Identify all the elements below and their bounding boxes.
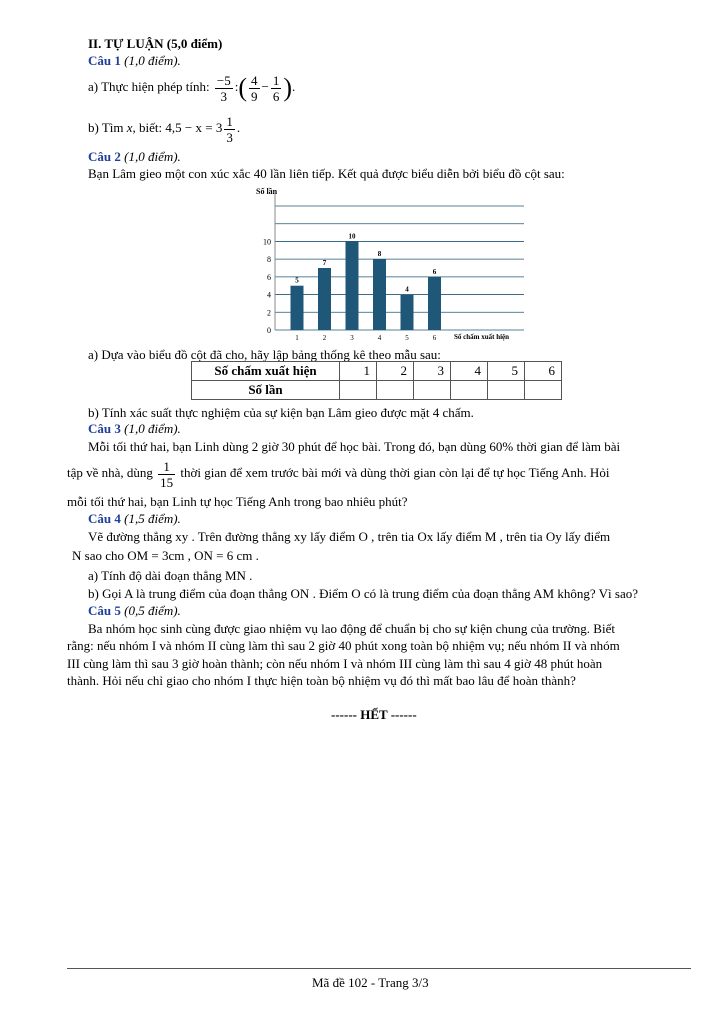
fraction-4-9 <box>249 73 260 104</box>
chart-bars <box>291 232 442 330</box>
colon-sign: : <box>234 79 239 94</box>
question-4-header <box>88 511 181 527</box>
question-2-text: Bạn Lâm gieo một con xúc xắc 40 lần liên tiếp. Kết quả được biểu diễn bởi biểu đồ cột sau: <box>88 166 565 181</box>
chart-x-tick-label: 4 <box>377 334 382 342</box>
chart-data-label: 5 <box>295 276 299 285</box>
chart-x-tick-labels <box>295 334 437 342</box>
question-1a-text: a) Thực hiện phép tính: <box>88 79 210 94</box>
table-col: 6 <box>525 362 562 381</box>
question-3-line3: mỗi tối thứ hai, bạn Linh tự học Tiếng Anh trong bao nhiêu phút? <box>67 494 408 509</box>
question-4b-text: b) Gọi A là trung điểm của đoạn thẳng ON . Điểm O có là trung điểm của đoạn thẳng AM không? Vì sao? <box>88 586 638 601</box>
period: . <box>236 120 241 135</box>
chart-ylabel: Số lần <box>256 187 278 196</box>
chart-data-label: 4 <box>405 285 409 294</box>
table-col: 2 <box>377 362 414 381</box>
chart-xlabel: Số chấm xuất hiện <box>454 333 510 341</box>
end-marker: ------ HẾT ------ <box>331 707 417 722</box>
chart-bar <box>318 268 331 330</box>
table-cell-empty <box>414 381 451 400</box>
question-1b-pre: b) Tìm <box>88 120 124 135</box>
period: . <box>292 79 296 94</box>
question-4-label: Câu 4 <box>88 511 121 526</box>
chart-data-label: 7 <box>322 259 327 267</box>
question-5-line2: rằng: nếu nhóm I và nhóm II cùng làm thì sau 2 giờ 40 phút xong toàn bộ nhiệm vụ; nếu nhóm II và nhóm <box>67 638 620 653</box>
chart-y-tick-labels <box>263 237 271 335</box>
fraction-numerator: 1 <box>226 113 233 129</box>
chart-x-tick-label: 5 <box>405 334 409 342</box>
question-3-label: Câu 3 <box>88 421 121 436</box>
chart-y-tick-label: 8 <box>267 255 271 265</box>
question-2-label: Câu 2 <box>88 149 121 164</box>
fraction-numerator: 1 <box>272 72 280 88</box>
chart-x-tick-label: 1 <box>295 334 299 342</box>
question-4-points: (1,5 điểm). <box>124 511 181 526</box>
chart-bar <box>428 277 441 330</box>
fraction-numerator: 4 <box>251 72 258 88</box>
fraction-1-15 <box>158 459 175 490</box>
variable-x: x <box>126 120 133 135</box>
table-cell-empty <box>340 381 377 400</box>
question-5-label: Câu 5 <box>88 603 121 618</box>
chart-y-tick-label: 10 <box>263 237 271 247</box>
chart-data-label: 8 <box>377 250 382 259</box>
question-1b-expr: 4,5 − x = 3 <box>165 120 223 135</box>
section-title: II. TỰ LUẬN (5,0 điểm) <box>88 36 223 51</box>
table-header-dots: Số chấm xuất hiện <box>192 362 340 381</box>
table-cell-empty <box>488 381 525 400</box>
fraction-denominator: 3 <box>226 129 233 145</box>
chart-grid <box>275 206 524 330</box>
question-3-line1: Mỗi tối thứ hai, bạn Linh dùng 2 giờ 30 phút để học bài. Trong đó, bạn dùng 60% thời gian để làm bài <box>88 439 621 454</box>
table-header-count: Số lần <box>192 381 340 400</box>
question-4-line2: N sao cho OM = 3cm , ON = 6 cm . <box>72 548 259 563</box>
chart-y-tick-label: 4 <box>267 290 271 300</box>
chart-data-label: 6 <box>432 267 437 276</box>
question-2a-text: a) Dựa vào biểu đồ cột đã cho, hãy lập bảng thống kê theo mẫu sau: <box>88 347 441 362</box>
table-col: 3 <box>414 362 451 381</box>
question-1a: a) Thực hiện phép tính: $\frac{-5}{3}$ :( $\frac{4}{9}$ − $\frac{1}{6}$ ). <box>88 72 296 104</box>
question-2b-text: b) Tính xác suất thực nghiệm của sự kiện bạn Lâm gieo được mặt 4 chấm. <box>88 405 474 420</box>
question-5-line3: III cùng làm thì sau 3 giờ hoàn thành; còn nếu nhóm I và nhóm III cùng làm thì sau 4 giờ 48 phút hoàn <box>67 656 603 671</box>
footer-divider <box>67 968 691 969</box>
question-1b <box>88 113 240 145</box>
fraction-denominator: 15 <box>160 474 174 490</box>
chart-bar <box>373 259 386 330</box>
minus-sign: − <box>261 79 269 94</box>
fraction-neg5-3 <box>215 73 233 104</box>
chart-x-tick-label: 2 <box>322 334 327 342</box>
question-5-points: (0,5 điểm). <box>124 603 181 618</box>
fraction-denominator: 3 <box>220 88 228 104</box>
question-1-header <box>88 53 181 69</box>
question-3-line2-post: thời gian để xem trước bài mới và dùng thời gian còn lại để tự học Tiếng Anh. Hỏi <box>180 465 610 480</box>
frequency-table <box>191 361 562 400</box>
question-3-points: (1,0 điểm). <box>124 421 181 436</box>
question-3-line2 <box>67 456 609 490</box>
chart-x-tick-label: 6 <box>432 334 437 342</box>
chart-y-tick-label: 0 <box>267 326 271 335</box>
question-3-line2-pre: tập về nhà, dùng <box>67 465 153 480</box>
question-4-line1: Vẽ đường thẳng xy . Trên đường thẳng xy lấy điểm O , trên tia Ox lấy điểm M , trên tia Oy lấy điểm <box>88 529 611 544</box>
table-col: 5 <box>488 362 525 381</box>
bar-chart <box>250 184 540 346</box>
question-5-header <box>88 603 181 619</box>
fraction-numerator: 1 <box>158 459 175 475</box>
question-1-label: Câu 1 <box>88 53 121 68</box>
fraction-1-6 <box>271 73 282 104</box>
table-cell-empty <box>525 381 562 400</box>
question-2-header <box>88 149 181 165</box>
fraction-denominator: 6 <box>272 88 280 104</box>
question-2-points: (1,0 điểm). <box>124 149 181 164</box>
table-row-counts <box>192 381 562 400</box>
chart-bar <box>291 286 304 330</box>
table-row-values <box>192 362 562 381</box>
table-cell-empty <box>451 381 488 400</box>
chart-y-tick-label: 6 <box>267 272 271 282</box>
page-footer: Mã đề 102 - Trang 3/3 <box>312 975 429 990</box>
chart-x-tick-label: 3 <box>350 334 354 342</box>
chart-data-label: 10 <box>348 232 356 241</box>
chart-bar <box>346 241 359 330</box>
table-col: 4 <box>451 362 488 381</box>
table-col: 1 <box>340 362 377 381</box>
fraction-1-3 <box>224 114 235 145</box>
question-4a-text: a) Tính độ dài đoạn thẳng MN . <box>88 568 253 583</box>
chart-bar <box>401 295 414 330</box>
fraction-denominator: 9 <box>251 88 258 104</box>
question-1b-mid: , biết: <box>132 120 163 135</box>
fraction-numerator: −5 <box>216 72 231 88</box>
question-5-line1: Ba nhóm học sinh cùng được giao nhiệm vụ lao động để chuẩn bị cho sự kiện chung của trường. Biết <box>88 621 615 636</box>
chart-y-tick-label: 2 <box>267 308 271 318</box>
question-3-header <box>88 421 181 437</box>
table-cell-empty <box>377 381 414 400</box>
question-1-points: (1,0 điểm). <box>124 53 181 68</box>
question-5-line4: thành. Hỏi nếu chỉ giao cho nhóm I thực hiện toàn bộ nhiệm vụ đó thì mất bao lâu để hoàn thành? <box>67 673 576 688</box>
